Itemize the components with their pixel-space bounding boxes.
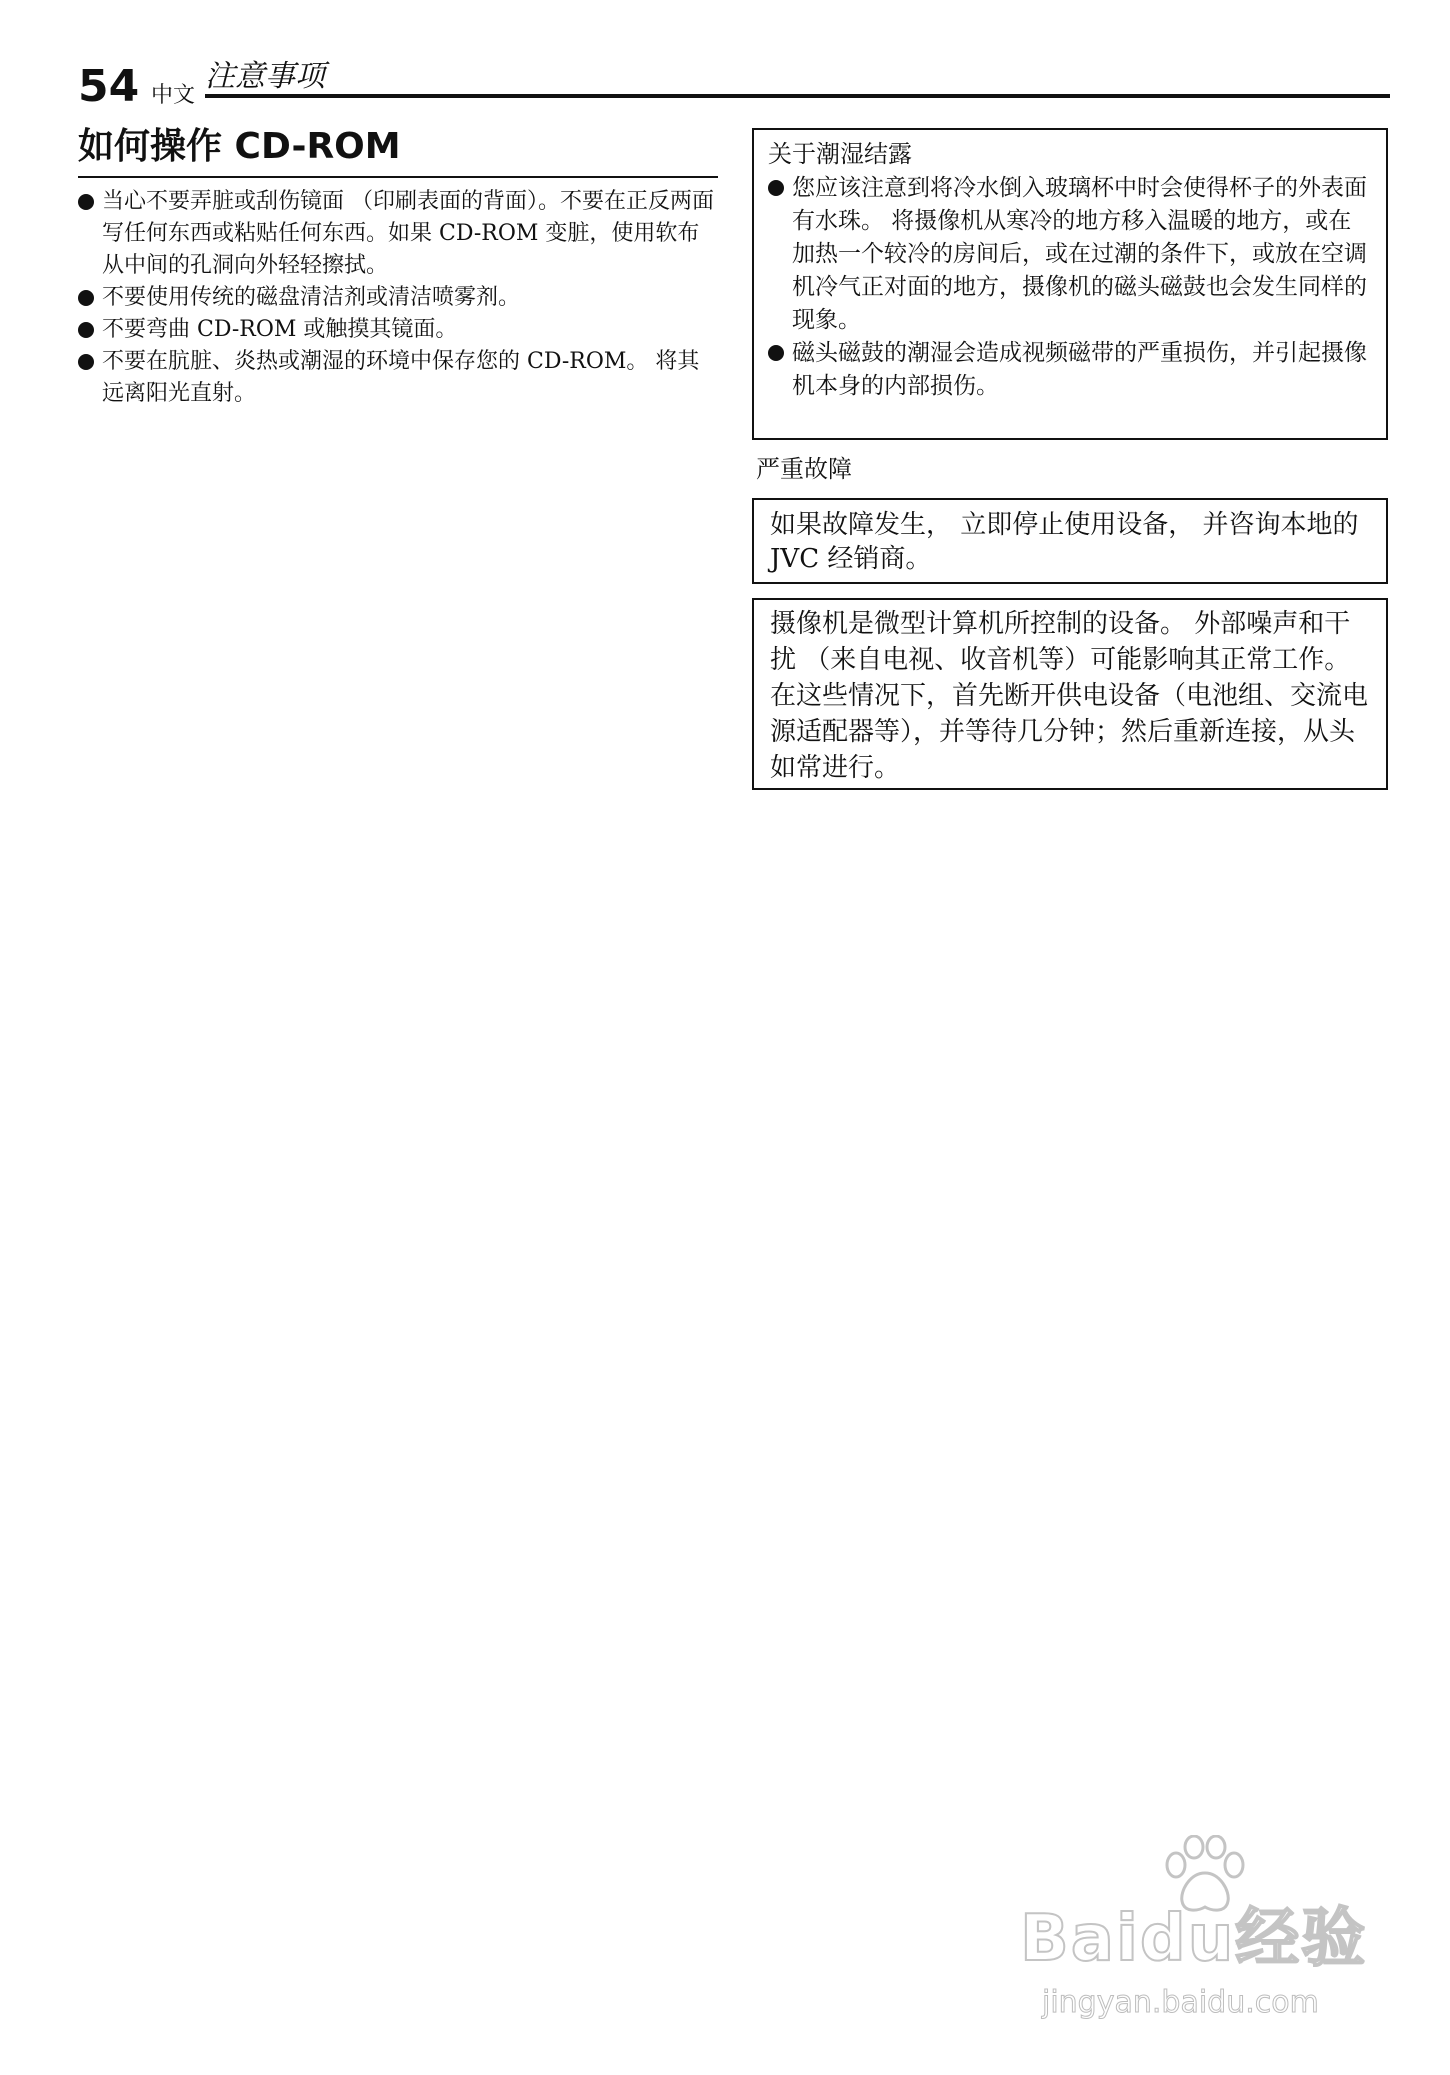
cdrom-bullet-list	[78, 186, 718, 410]
microcomputer-text: 摄像机是微型计算机所控制的设备。 外部噪声和干扰 （来自电视、收音机等）可能影响其正常工作。 在这些情况下，首先断开供电设备（电池组、交流电源适配器等），并等待几分钟；然后重新连接，从头如常进行。	[770, 609, 1369, 783]
section-title: 如何操作 CD-ROM	[78, 122, 718, 178]
list-item	[78, 282, 718, 314]
bullet-icon	[78, 354, 94, 370]
list-item	[78, 346, 718, 410]
bullet-text: 不要在肮脏、炎热或潮湿的环境中保存您的 CD-ROM。 将其远离阳光直射。	[102, 349, 700, 406]
header-rule	[205, 94, 1390, 98]
contact-dealer-box	[752, 498, 1388, 584]
bullet-icon	[78, 290, 94, 306]
list-item	[78, 314, 718, 346]
list-item	[768, 172, 1372, 337]
bullet-text: 当心不要弄脏或刮伤镜面 （印刷表面的背面）。不要在正反两面写任何东西或粘贴任何东西。如果 CD-ROM 变脏，使用软布从中间的孔洞向外轻轻擦拭。	[102, 189, 714, 278]
watermark-brand: Baidu经验	[1020, 1902, 1368, 1976]
contact-text: 如果故障发生， 立即停止使用设备， 并咨询本地的 JVC 经销商。	[770, 510, 1359, 574]
bullet-text: 不要弯曲 CD-ROM 或触摸其镜面。	[102, 317, 458, 342]
bullet-icon	[78, 194, 94, 210]
bullet-icon	[78, 322, 94, 338]
bullet-text: 磁头磁鼓的潮湿会造成视频磁带的严重损伤，并引起摄像机本身的内部损伤。	[792, 340, 1367, 399]
cdrom-section	[78, 122, 718, 410]
list-item	[78, 186, 718, 282]
bullet-text: 不要使用传统的磁盘清洁剂或清洁喷雾剂。	[102, 285, 521, 310]
baidu-watermark	[1020, 1835, 1390, 2025]
bullet-icon	[768, 180, 784, 196]
moisture-bullet-list	[768, 172, 1372, 403]
page-header	[78, 58, 1390, 118]
bullet-text: 您应该注意到将冷水倒入玻璃杯中时会使得杯子的外表面有水珠。 将摄像机从寒冷的地方移入温暖的地方，或在加热一个较冷的房间后，或在过潮的条件下，或放在空调机冷气正对面的地方，摄像机的磁头磁鼓也会发生同样的现象。	[792, 175, 1367, 333]
moisture-title: 关于潮湿结露	[768, 140, 912, 168]
malfunction-heading: 严重故障	[756, 455, 852, 483]
bullet-icon	[768, 345, 784, 361]
moisture-box	[752, 128, 1388, 440]
list-item	[768, 337, 1372, 403]
chapter-title: 注意事项	[205, 59, 325, 94]
watermark-url: jingyan.baidu.com	[1042, 1985, 1319, 2020]
page-number: 54	[78, 61, 140, 112]
microcomputer-box	[752, 598, 1388, 790]
language-label: 中文	[151, 83, 196, 108]
